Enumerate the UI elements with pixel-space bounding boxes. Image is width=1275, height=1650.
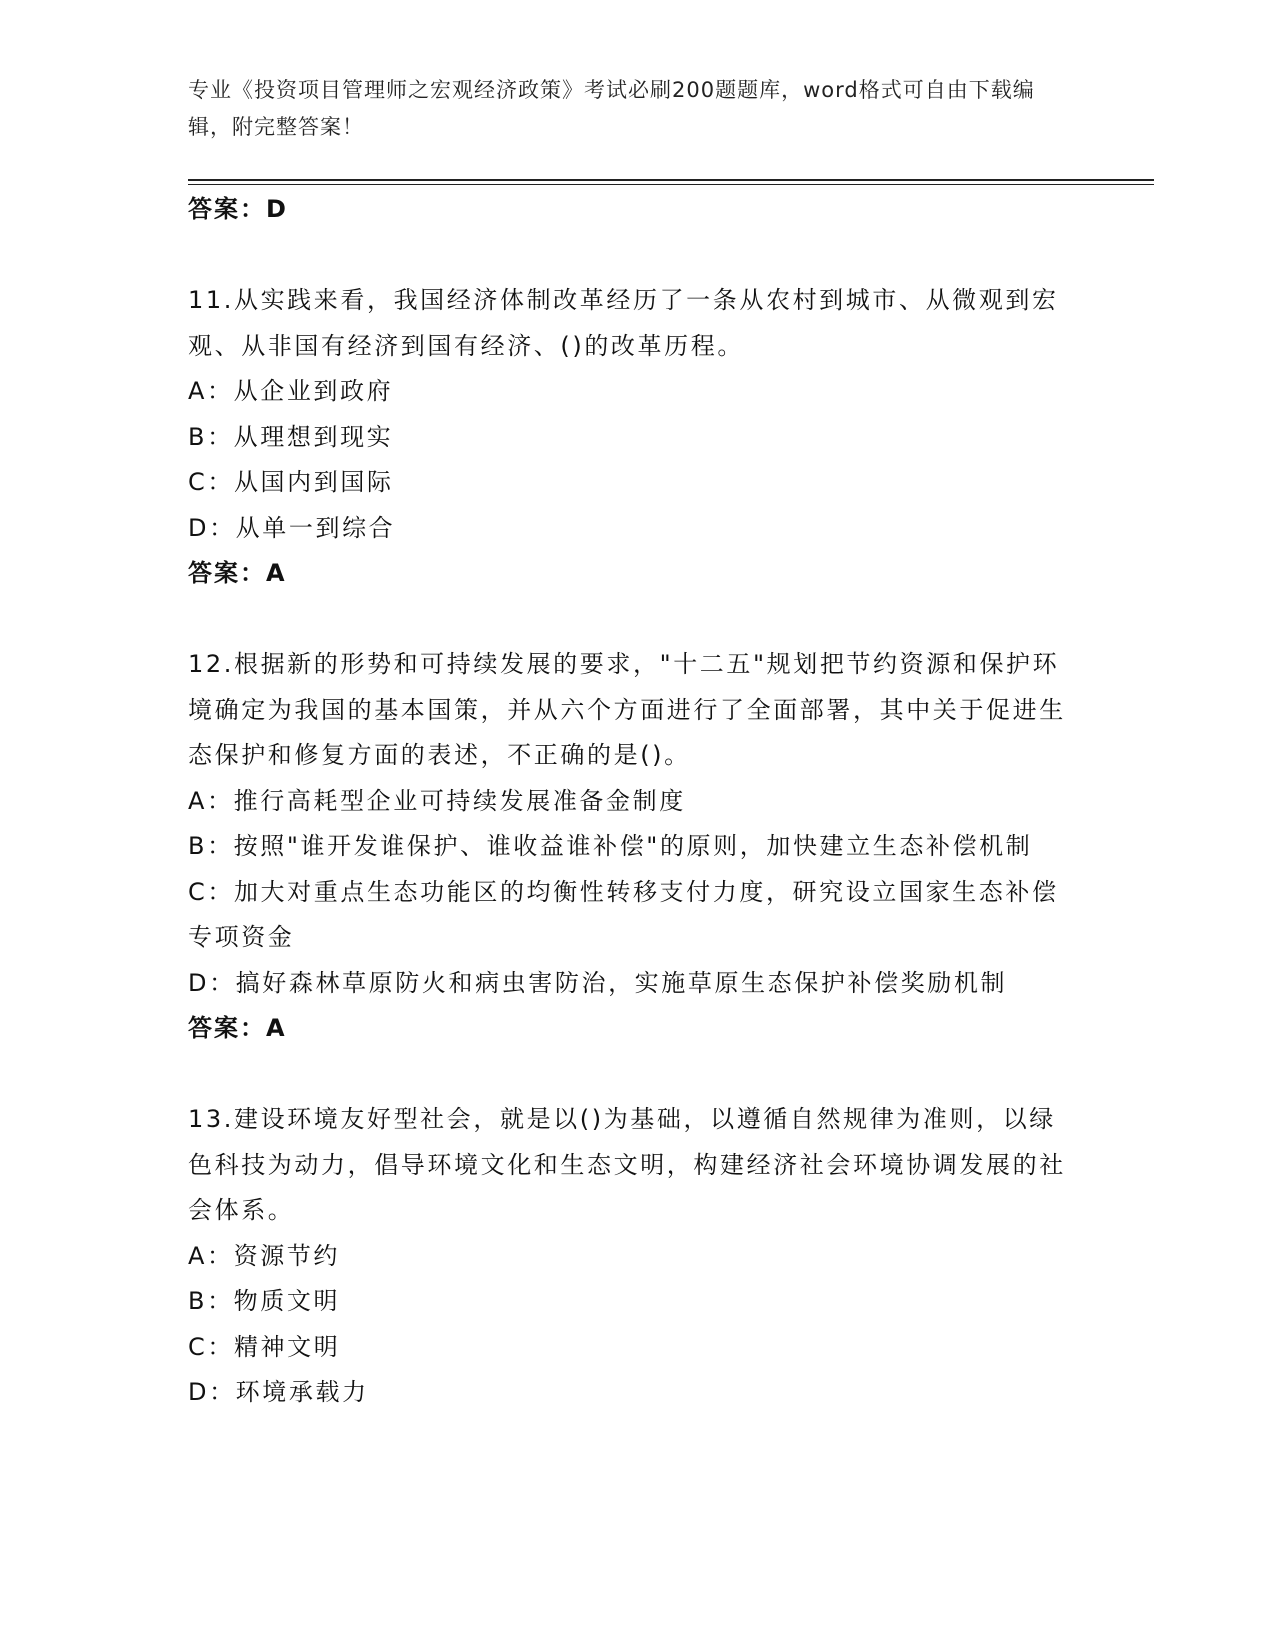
page-header: 专业《投资项目管理师之宏观经济政策》考试必刷200题题库，word格式可自由下载编辑，附完整答案！: [188, 78, 1035, 139]
option-d: D：环境承载力: [188, 1378, 369, 1406]
header-divider-thin: [188, 184, 1154, 185]
option-b: B：按照"谁开发谁保护、谁收益谁补偿"的原则，加快建立生态补偿机制: [188, 832, 1033, 860]
question-stem: 12.根据新的形势和可持续发展的要求，"十二五"规划把节约资源和保护环境确定为我国的基本国策，并从六个方面进行了全面部署，其中关于促进生态保护和修复方面的表述，不正确的是()。: [188, 650, 1066, 769]
question-stem: 13.建设环境友好型社会，就是以()为基础，以遵循自然规律为准则，以绿色科技为动力，倡导环境文化和生态文明，构建经济社会环境协调发展的社会体系。: [188, 1105, 1066, 1224]
header-divider: [188, 179, 1154, 181]
option-c: C：精神文明: [188, 1332, 341, 1361]
answer: 答案：A: [188, 1014, 287, 1042]
option-b: B：物质文明: [188, 1287, 341, 1315]
answer: 答案：A: [188, 559, 287, 587]
question-item: [188, 1097, 1068, 1416]
option-a: A：从企业到政府: [188, 377, 394, 405]
option-d: D：从单一到综合: [188, 513, 396, 542]
option-a: A：资源节约: [188, 1241, 341, 1270]
option-c: C：加大对重点生态功能区的均衡性转移支付力度，研究设立国家生态补偿专项资金: [188, 877, 1059, 951]
spacer: [188, 233, 1068, 279]
option-a: A：推行高耗型企业可持续发展准备金制度: [188, 786, 686, 815]
question-item: [188, 278, 1068, 597]
question-stem: 11.从实践来看，我国经济体制改革经历了一条从农村到城市、从微观到宏观、从非国有经济到国有经济、()的改革历程。: [188, 286, 1059, 360]
option-c: C：从国内到国际: [188, 468, 394, 496]
previous-answer: 答案：D: [188, 195, 288, 223]
option-d: D：搞好森林草原防火和病虫害防治，实施草原生态保护补偿奖励机制: [188, 968, 1008, 997]
spacer: [188, 597, 1068, 643]
question-content: [188, 187, 1068, 1416]
spacer: [188, 1052, 1068, 1098]
option-b: B：从理想到现实: [188, 422, 394, 451]
question-item: [188, 642, 1068, 1052]
